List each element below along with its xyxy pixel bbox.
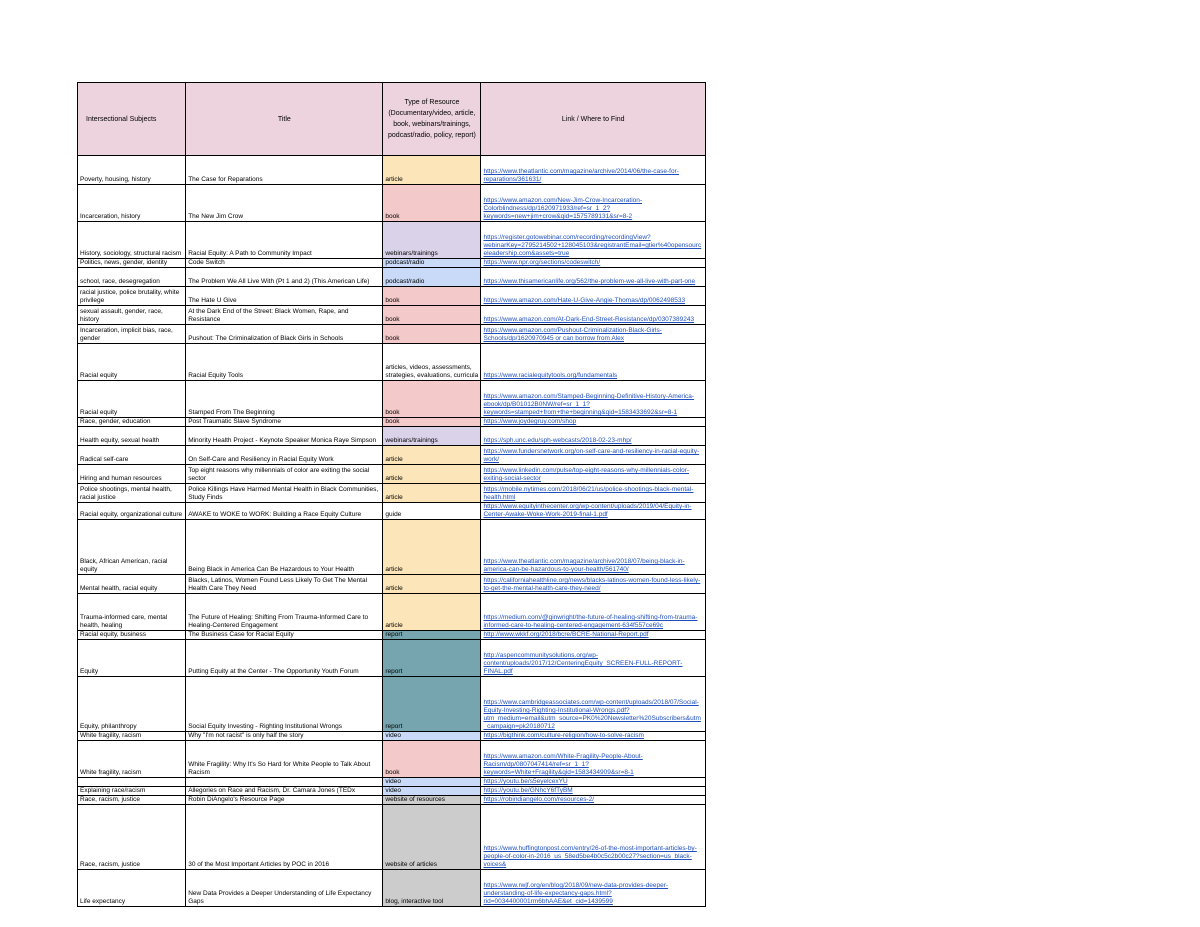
cell-subjects: Racial equity bbox=[78, 381, 186, 418]
table-row bbox=[78, 805, 706, 870]
cell-subjects: Incarceration, implicit bias, race, gender bbox=[78, 325, 186, 344]
resource-link[interactable]: https://californiahealthline.org/news/blacks-latinos-women-found-less-likely-to-get-the-mental-health-care-they-need/ bbox=[483, 577, 701, 592]
cell-subjects: Equity, philanthropy bbox=[78, 677, 186, 732]
cell-link bbox=[481, 594, 706, 631]
cell-subjects: Racial equity bbox=[78, 344, 186, 381]
cell-link bbox=[481, 306, 706, 325]
cell-subjects: Radical self-care bbox=[78, 446, 186, 465]
table-row bbox=[78, 640, 706, 677]
table-row bbox=[78, 344, 706, 381]
cell-subjects: Race, racism, justice bbox=[78, 805, 186, 870]
cell-subjects: Police shootings, mental health, racial justice bbox=[78, 484, 186, 503]
cell-link bbox=[481, 805, 706, 870]
resource-link[interactable]: https://www.theatlantic.com/magazine/archive/2018/07/being-black-in-america-can-be-hazardous-to-your-health/561740/ bbox=[483, 558, 685, 573]
cell-type: report bbox=[383, 640, 481, 677]
cell-link bbox=[481, 222, 706, 259]
cell-type: book bbox=[383, 287, 481, 306]
cell-link bbox=[481, 741, 706, 778]
cell-link bbox=[481, 732, 706, 741]
cell-subjects: White fragility, racism bbox=[78, 732, 186, 741]
cell-link bbox=[481, 640, 706, 677]
cell-type: article bbox=[383, 446, 481, 465]
cell-link bbox=[481, 520, 706, 575]
resource-link[interactable]: https://www.linkedin.com/pulse/top-eight-reasons-why-millennials-color-exiting-social-sector bbox=[483, 467, 690, 482]
cell-title: Being Black in America Can Be Hazardous to Your Health bbox=[186, 520, 383, 575]
table-row bbox=[78, 870, 706, 907]
resource-link[interactable]: https://www.amazon.com/At-Dark-End-Street-Resistance/dp/0307389243 bbox=[483, 316, 695, 323]
cell-title: White Fragility: Why It's So Hard for White People to Talk About Racism bbox=[186, 741, 383, 778]
cell-title: At the Dark End of the Street: Black Women, Rape, and Resistance bbox=[186, 306, 383, 325]
cell-type: webinars/trainings bbox=[383, 222, 481, 259]
cell-type: book bbox=[383, 418, 481, 427]
resource-link[interactable]: https://www.amazon.com/Stamped-Beginning-Definitive-History-America-ebook/dp/B01012B0NW/ref=sr_1_1?keywords=stamped+from+the+beginning&qid=1583433692&sr=8-1 bbox=[483, 393, 695, 416]
cell-title: Allegories on Race and Racism, Dr. Camara Jones (TEDx bbox=[186, 787, 383, 796]
cell-subjects: Race, gender, education bbox=[78, 418, 186, 427]
table-row bbox=[78, 631, 706, 640]
cell-type: website of articles bbox=[383, 805, 481, 870]
table-row bbox=[78, 796, 706, 805]
resource-link[interactable]: http://www.wkkf.org/2018/bcre/BCRE-National-Report.pdf bbox=[483, 631, 649, 638]
table-row bbox=[78, 677, 706, 732]
table-row bbox=[78, 778, 706, 787]
cell-link bbox=[481, 427, 706, 446]
table-row bbox=[78, 446, 706, 465]
cell-link bbox=[481, 778, 706, 787]
cell-subjects: History, sociology, structural racism bbox=[78, 222, 186, 259]
table-row bbox=[78, 259, 706, 268]
cell-link bbox=[481, 325, 706, 344]
resource-link[interactable]: https://www.theatlantic.com/magazine/archive/2014/06/the-case-for-reparations/361631/ bbox=[483, 168, 679, 183]
cell-type: blog, interactive tool bbox=[383, 870, 481, 907]
cell-type: article bbox=[383, 594, 481, 631]
table-row bbox=[78, 418, 706, 427]
header-title: Title bbox=[186, 83, 383, 156]
cell-type: article bbox=[383, 156, 481, 185]
cell-title: Code Switch bbox=[186, 259, 383, 268]
cell-title: The Business Case for Racial Equity bbox=[186, 631, 383, 640]
cell-link bbox=[481, 259, 706, 268]
cell-title: Robin DiAngelo's Resource Page bbox=[186, 796, 383, 805]
resource-link[interactable]: https://www.amazon.com/New-Jim-Crow-Incarceration-Colorblindness/dp/1620971933/ref=sr_1_2?keywords=new+jim+crow&qid=1575789131&sr=8-2 bbox=[483, 197, 643, 220]
cell-link bbox=[481, 156, 706, 185]
resource-link[interactable]: https://mobile.nytimes.com/2018/06/21/us/police-shootings-black-mental-health.html bbox=[483, 486, 694, 501]
resource-link[interactable]: https://bigthink.com/culture-religion/how-to-solve-racism bbox=[483, 732, 644, 739]
cell-title: Racial Equity: A Path to Community Impact bbox=[186, 222, 383, 259]
cell-subjects: Poverty, housing, history bbox=[78, 156, 186, 185]
cell-title: AWAKE to WOKE to WORK: Building a Race Equity Culture bbox=[186, 503, 383, 520]
cell-subjects: Racial equity, business bbox=[78, 631, 186, 640]
cell-type: article bbox=[383, 465, 481, 484]
table-row bbox=[78, 520, 706, 575]
cell-type: video bbox=[383, 732, 481, 741]
resource-link[interactable]: https://register.gotowebinar.com/recording/recordingView?webinarKey=2795214502+128045103&registrantEmail=gtier%40opensourceleadership.com&assets=true bbox=[483, 234, 702, 257]
table-row bbox=[78, 185, 706, 222]
cell-type: webinars/trainings bbox=[383, 427, 481, 446]
cell-type: website of resources bbox=[383, 796, 481, 805]
cell-type: report bbox=[383, 677, 481, 732]
cell-subjects: sexual assault, gender, race, history bbox=[78, 306, 186, 325]
cell-title: Why "I'm not racist" is only half the story bbox=[186, 732, 383, 741]
table-row bbox=[78, 325, 706, 344]
resource-link[interactable]: https://sph.unc.edu/sph-webcasts/2018-02-23-mhp/ bbox=[483, 437, 632, 444]
cell-title: 30 of the Most Important Articles by POC in 2016 bbox=[186, 805, 383, 870]
table-row bbox=[78, 484, 706, 503]
resource-table bbox=[77, 82, 706, 907]
cell-title: Social Equity Investing - Righting Institutional Wrongs bbox=[186, 677, 383, 732]
cell-link bbox=[481, 465, 706, 484]
cell-link bbox=[481, 344, 706, 381]
table-row bbox=[78, 465, 706, 484]
header-subjects: Intersectional Subjects bbox=[78, 83, 186, 156]
cell-title bbox=[186, 778, 383, 787]
cell-subjects: Trauma-informed care, mental health, healing bbox=[78, 594, 186, 631]
cell-type: podcast/radio bbox=[383, 268, 481, 287]
table-row bbox=[78, 268, 706, 287]
cell-subjects: Explaining race/racism bbox=[78, 787, 186, 796]
cell-link bbox=[481, 796, 706, 805]
cell-subjects: Health equity, sexual health bbox=[78, 427, 186, 446]
cell-title: Top eight reasons why millennials of color are exiting the social sector bbox=[186, 465, 383, 484]
cell-title: Minority Health Project - Keynote Speaker Monica Raye Simpson bbox=[186, 427, 383, 446]
cell-subjects: Black, African American, racial equity bbox=[78, 520, 186, 575]
resource-link[interactable]: https://www.amazon.com/Pushout-Criminalization-Black-Girls-Schools/dp/1620970945 or can borrow from Alex bbox=[483, 327, 662, 342]
table-row bbox=[78, 732, 706, 741]
cell-subjects: White fragility, racism bbox=[78, 741, 186, 778]
resource-link[interactable]: http://aspencommunitysolutions.org/wp-content/uploads/2017/12/CenteringEquity_SCREEN-FULL-REPORT-FINAL.pdf bbox=[483, 652, 683, 675]
cell-link bbox=[481, 418, 706, 427]
resource-link[interactable]: https://www.cambridgeassociates.com/wp-content/uploads/2018/07/Social-Equity-Investing-Righting-Institutional-Wrongs.pdf?utm_medium=email&utm_source=PK0%20Newsletter%20Subscribers&utm_campaign=pk20180712 bbox=[483, 699, 701, 730]
cell-type: articles, videos, assessments, strategies, evaluations, curricula bbox=[383, 344, 481, 381]
resource-link[interactable]: https://www.fundersnetwork.org/on-self-care-and-resiliency-in-racial-equity-work/ bbox=[483, 448, 700, 463]
cell-title: The New Jim Crow bbox=[186, 185, 383, 222]
table-row bbox=[78, 306, 706, 325]
resource-link[interactable]: https://www.racialequitytools.org/fundamentals bbox=[483, 372, 618, 379]
cell-title: Blacks, Latinos, Women Found Less Likely To Get The Mental Health Care They Need bbox=[186, 575, 383, 594]
cell-subjects: Hiring and human resources bbox=[78, 465, 186, 484]
resource-link[interactable]: https://medium.com/@ginwright/the-future-of-healing-shifting-from-trauma-informed-care-to-healing-centered-engagement-634f557ce69c bbox=[483, 614, 698, 629]
resource-link[interactable]: https://robindiangelo.com/resources-2/ bbox=[483, 796, 595, 803]
cell-title: The Hate U Give bbox=[186, 287, 383, 306]
cell-type: article bbox=[383, 520, 481, 575]
cell-type: video bbox=[383, 778, 481, 787]
table-row bbox=[78, 503, 706, 520]
cell-link bbox=[481, 185, 706, 222]
cell-type: book bbox=[383, 325, 481, 344]
cell-subjects: racial justice, police brutality, white privilege bbox=[78, 287, 186, 306]
header-row bbox=[78, 83, 706, 156]
cell-type: report bbox=[383, 631, 481, 640]
resource-link[interactable]: https://youtu.be/GNhcY6fTyBM bbox=[483, 787, 573, 794]
cell-title: New Data Provides a Deeper Understanding of Life Expectancy Gaps bbox=[186, 870, 383, 907]
cell-link bbox=[481, 287, 706, 306]
table-row bbox=[78, 287, 706, 306]
cell-title: The Case for Reparations bbox=[186, 156, 383, 185]
cell-link bbox=[481, 870, 706, 907]
cell-link bbox=[481, 631, 706, 640]
cell-subjects: Incarceration, history bbox=[78, 185, 186, 222]
cell-link bbox=[481, 503, 706, 520]
resource-link[interactable]: https://youtu.be/s5eyelcexYU bbox=[483, 778, 568, 785]
resource-link[interactable]: https://www.joydegruy.com/shop bbox=[483, 418, 577, 425]
cell-link bbox=[481, 381, 706, 418]
cell-title: The Problem We All Live With (Pt 1 and 2) (This American Life) bbox=[186, 268, 383, 287]
resource-link[interactable]: https://www.npr.org/sections/codeswitch/ bbox=[483, 259, 601, 266]
cell-type: book bbox=[383, 741, 481, 778]
table-row bbox=[78, 222, 706, 259]
cell-type: article bbox=[383, 575, 481, 594]
table-row bbox=[78, 156, 706, 185]
cell-link bbox=[481, 446, 706, 465]
table-row bbox=[78, 427, 706, 446]
table-row bbox=[78, 575, 706, 594]
cell-subjects: Race, racism, justice bbox=[78, 796, 186, 805]
cell-subjects: Mental health, racial equity bbox=[78, 575, 186, 594]
resource-link[interactable]: https://www.thisamericanlife.org/562/the-problem-we-all-live-with-part-one bbox=[483, 278, 696, 285]
cell-title: The Future of Healing: Shifting From Trauma-Informed Care to Healing-Centered Engagement bbox=[186, 594, 383, 631]
cell-link bbox=[481, 575, 706, 594]
cell-subjects: Life expectancy bbox=[78, 870, 186, 907]
cell-type: book bbox=[383, 185, 481, 222]
cell-title: On Self-Care and Resiliency in Racial Equity Work bbox=[186, 446, 383, 465]
cell-type: video bbox=[383, 787, 481, 796]
cell-link bbox=[481, 677, 706, 732]
cell-type: book bbox=[383, 306, 481, 325]
cell-link bbox=[481, 787, 706, 796]
cell-title: Pushout: The Criminalization of Black Girls in Schools bbox=[186, 325, 383, 344]
header-link: Link / Where to Find bbox=[481, 83, 706, 156]
cell-type: book bbox=[383, 381, 481, 418]
resource-link[interactable]: https://www.amazon.com/Hate-U-Give-Angie-Thomas/dp/0062498533 bbox=[483, 297, 686, 304]
resource-link[interactable]: https://www.equityinthecenter.org/wp-content/uploads/2019/04/Equity-in-Center-Awake-Woke-Work-2019-final-1.pdf bbox=[483, 503, 692, 518]
cell-subjects: Racial equity, organizational culture bbox=[78, 503, 186, 520]
cell-title: Racial Equity Tools bbox=[186, 344, 383, 381]
cell-subjects: Equity bbox=[78, 640, 186, 677]
cell-type: article bbox=[383, 484, 481, 503]
table-row bbox=[78, 787, 706, 796]
cell-title: Stamped From The Beginning bbox=[186, 381, 383, 418]
resource-link[interactable]: https://www.amazon.com/White-Fragility-People-About-Racism/dp/0807047414/ref=sr_1_1?keywords=White+Fragility&qid=1583434909&sr=8-1 bbox=[483, 753, 643, 776]
resource-link[interactable]: https://www.rwjf.org/en/blog/2018/09/new-data-provides-deeper-understanding-of-life-expectancy-gaps.html?rid=0034400001rm6bhAAE&et_cid=1439599 bbox=[483, 882, 669, 905]
cell-title: Putting Equity at the Center - The Opportunity Youth Forum bbox=[186, 640, 383, 677]
cell-type: podcast/radio bbox=[383, 259, 481, 268]
table-row bbox=[78, 381, 706, 418]
table-row bbox=[78, 594, 706, 631]
cell-subjects: school, race, desegregation bbox=[78, 268, 186, 287]
cell-subjects bbox=[78, 778, 186, 787]
cell-link bbox=[481, 484, 706, 503]
cell-type: guide bbox=[383, 503, 481, 520]
cell-title: Police Killings Have Harmed Mental Health in Black Communities, Study Finds bbox=[186, 484, 383, 503]
cell-title: Post Traumatic Slave Syndrome bbox=[186, 418, 383, 427]
cell-subjects: Politics, news, gender, identity bbox=[78, 259, 186, 268]
resource-link[interactable]: https://www.huffingtonpost.com/entry/26-of-the-most-important-articles-by-people-of-color-in-2016_us_58ed5be4b0c5c2b00c27?section=us_black-voices& bbox=[483, 845, 697, 868]
table-row bbox=[78, 741, 706, 778]
cell-link bbox=[481, 268, 706, 287]
header-type: Type of Resource (Documentary/video, article, book, webinars/trainings, podcast/radio, policy, report) bbox=[383, 83, 481, 156]
